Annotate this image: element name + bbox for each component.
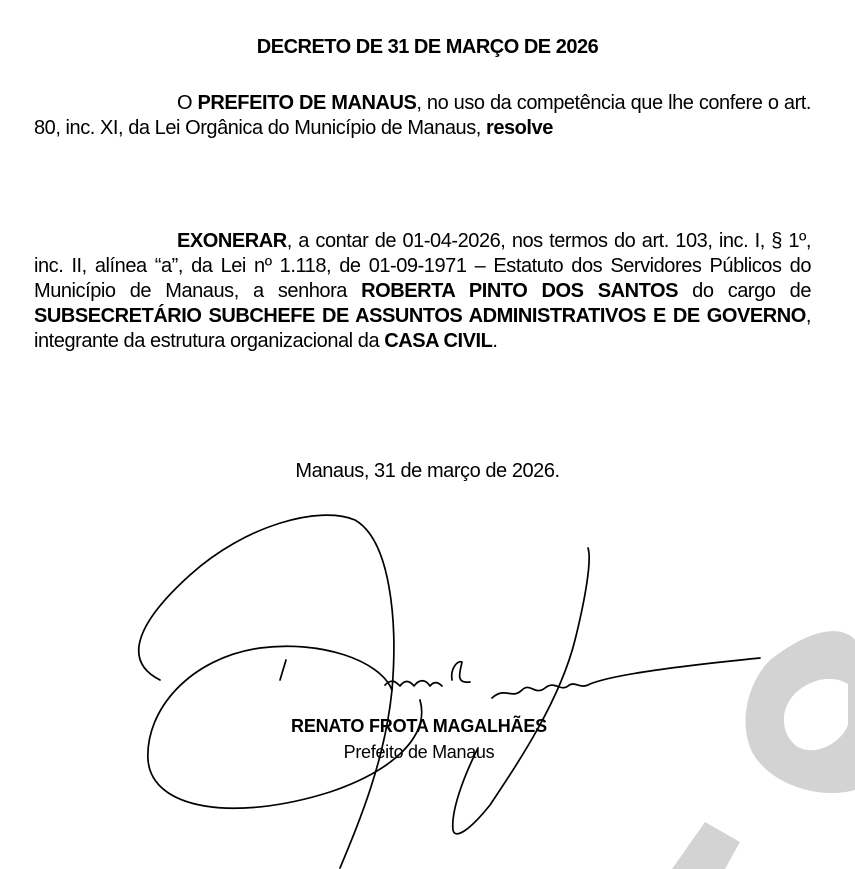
body-text-1: , a contar de 01-04-2026, nos termos do art. 103, inc. I, § 1º, inc. II, alínea “a”, da Lei nº 1.118, de 01-09-1971 – Estatuto dos Servidores Públicos do Município de Manaus, a senhora bbox=[34, 230, 811, 302]
intro-text-2: , no uso da competência que lhe confere o art. 80, inc. XI, da Lei Orgânica do Município de Manaus, bbox=[34, 92, 812, 139]
signature-cursive-3 bbox=[492, 658, 760, 698]
body-text-2: do cargo de bbox=[677, 280, 811, 302]
intro-resolve: resolve bbox=[485, 117, 553, 139]
signature-cursive-1 bbox=[385, 681, 442, 686]
signatory-role: Prefeito de Manaus bbox=[343, 742, 495, 762]
signatory-name: RENATO FROTA MAGALHÃES bbox=[291, 716, 547, 736]
action-verb: EXONERAR bbox=[177, 230, 287, 252]
place-date: Manaus, 31 de março de 2026. bbox=[295, 460, 560, 482]
body-text-4: . bbox=[492, 330, 498, 352]
intro-authority: PREFEITO DE MANAUS bbox=[197, 92, 417, 114]
position-title: SUBSECRETÁRIO SUBCHEFE DE ASSUNTOS ADMINISTRATIVOS E DE GOVERNO bbox=[34, 305, 806, 327]
decree-title: DECRETO DE 31 DE MARÇO DE 2026 bbox=[256, 36, 599, 58]
signature-cursive-2 bbox=[452, 662, 470, 683]
signature-upper-loop bbox=[139, 515, 394, 868]
body-text-3: , integrante da estrutura organizacional da bbox=[34, 305, 811, 352]
person-name: ROBERTA PINTO DOS SANTOS bbox=[361, 280, 678, 302]
intro-text-1: O bbox=[177, 92, 198, 114]
organization-name: CASA CIVIL bbox=[384, 330, 493, 352]
signature-tick bbox=[280, 660, 286, 680]
signature-lower-loop bbox=[148, 646, 422, 808]
